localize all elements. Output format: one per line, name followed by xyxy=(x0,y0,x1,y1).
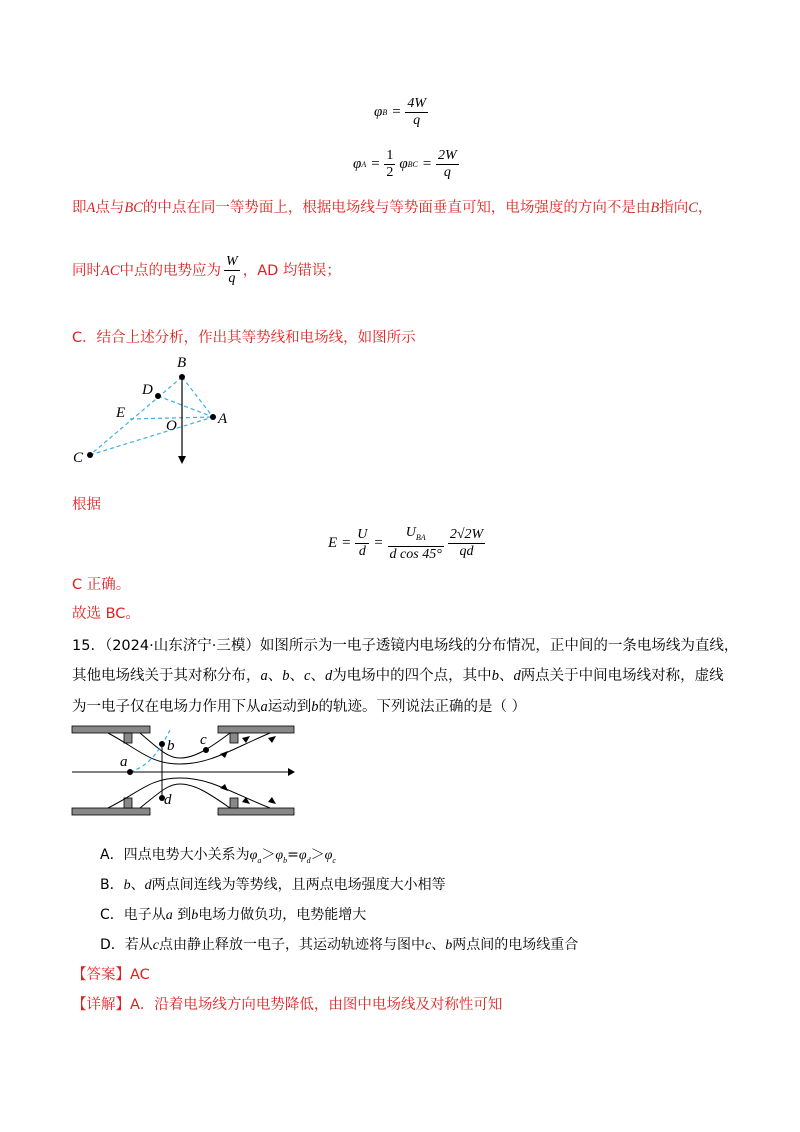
point-d xyxy=(155,393,161,399)
paragraph-analysis: C．结合上述分析，作出其等势线和电场线，如图所示 xyxy=(72,330,416,346)
label-d: D xyxy=(142,382,153,398)
label-o: O xyxy=(166,418,177,434)
plate-bottom-left xyxy=(72,808,150,815)
paragraph-according: 根据 xyxy=(72,497,101,513)
equation-phi-a: φ A = $\frac{1}{2}$ φ BC = $\frac{2W}{q}$ xyxy=(353,148,457,180)
field-line-bottom-inner xyxy=(140,784,230,808)
plate-top-right xyxy=(218,726,294,733)
paragraph-midpoint: 同时 AC 中点的电势应为 $\frac{W}{q}$ ，AD 均错误； xyxy=(72,254,341,286)
central-arrowhead xyxy=(288,768,295,776)
label-e: E xyxy=(116,405,126,421)
point-a xyxy=(127,769,133,775)
line-bc xyxy=(90,377,182,455)
option-a[interactable]: A．四点电势大小关系为$\varphi_a>\varphi_b=\varphi_d>\varphi_c$ xyxy=(100,847,336,865)
label-c: c xyxy=(200,732,207,748)
line-ca xyxy=(90,417,213,455)
arrow-bottom-inner xyxy=(242,797,250,804)
question-15-line2: 其他电场线关于其对称分布，a、b、c、d为电场中的四个点，其中b、d两点关于中间电场线对称，虚线 xyxy=(72,668,724,684)
arrow-top-outer xyxy=(268,736,276,743)
option-b[interactable]: B．b、d两点间连线为等势线，且两点电场强度大小相等 xyxy=(100,877,446,893)
electrode-bottom-left xyxy=(124,798,132,808)
point-a xyxy=(210,414,216,420)
electron-trajectory xyxy=(130,730,170,772)
point-b xyxy=(179,374,185,380)
label-d: d xyxy=(164,792,172,808)
arrow-bottom-mid xyxy=(220,784,228,791)
paragraph-choose: 故选 BC。 xyxy=(72,606,140,622)
answer-line: 【答案】AC xyxy=(72,967,150,983)
question-15-line1: 15．（2024·山东济宁·三模）如图所示为一电子透镜内电场线的分布情况，正中间的一条电场线为直线， xyxy=(72,638,739,654)
plate-bottom-right xyxy=(218,808,294,815)
field-lines xyxy=(72,733,288,808)
option-d[interactable]: D．若从c点由静止释放一电子，其运动轨迹将与图中c、b两点间的电场线重合 xyxy=(100,937,579,953)
point-b xyxy=(159,741,165,747)
label-a: a xyxy=(120,754,128,770)
electron-lens-diagram xyxy=(70,722,295,820)
detail-line: 【详解】A．沿着电场线方向电势降低，由图中电场线及对称性可知 xyxy=(72,997,503,1013)
equation-phi-b: φ B = $\frac{4W}{q}$ xyxy=(374,96,426,128)
label-c: C xyxy=(73,450,84,466)
point-c xyxy=(87,452,93,458)
arrow-top-mid xyxy=(220,751,228,758)
arrow-bottom-outer xyxy=(268,797,276,804)
field-line-top-inner xyxy=(140,733,230,758)
electrode-bottom-right xyxy=(230,798,238,808)
electrode-top-right xyxy=(230,733,238,743)
electrode-top-left xyxy=(124,733,132,743)
paragraph-direction: 即A点与BC的中点在同一等势面上，根据电场线与等势面垂直可知，电场强度的方向不是由B指向C， xyxy=(72,200,713,216)
label-b: B xyxy=(177,355,187,371)
plate-top-left xyxy=(72,726,150,733)
label-b: b xyxy=(167,738,175,754)
option-c[interactable]: C．电子从a 到b电场力做负功，电势能增大 xyxy=(100,907,367,923)
question-15-line3: 为一电子仅在电场力作用下从a运动到b的轨迹。下列说法正确的是（ ） xyxy=(72,699,527,715)
label-a: A xyxy=(218,411,228,427)
equipotential-diagram xyxy=(70,350,240,472)
paragraph-c-correct: C 正确。 xyxy=(72,577,131,593)
equation-field-strength: E = $\frac{U}{d}$ = $\frac{U_{BA}}{\text{d cos 45°}}$ $\frac{2√2W}{qd}$ xyxy=(328,525,484,562)
field-arrowhead xyxy=(178,456,186,464)
